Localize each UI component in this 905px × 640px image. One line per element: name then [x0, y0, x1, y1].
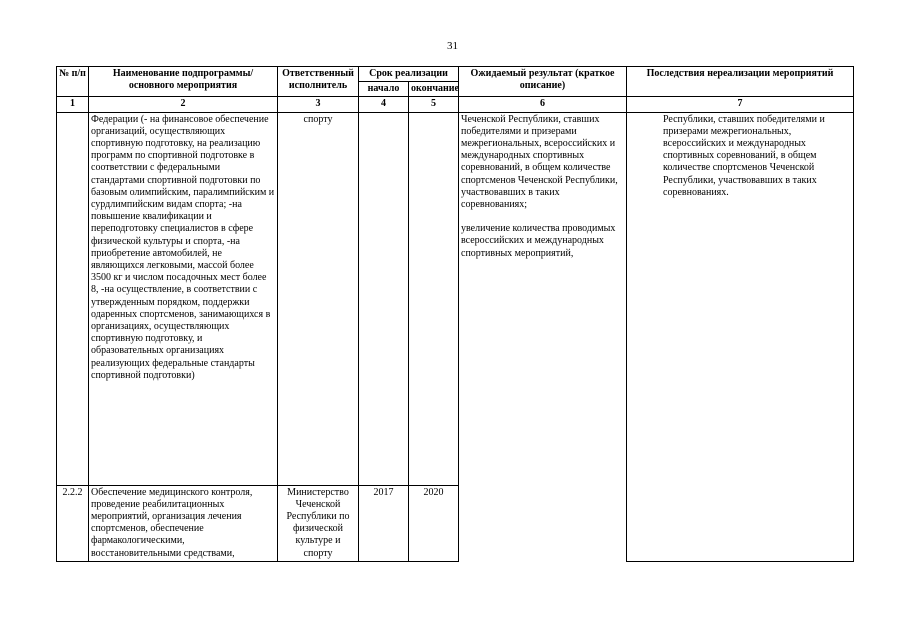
row-start: 2017 [359, 485, 409, 561]
paragraph-gap [461, 211, 624, 223]
row-start [359, 112, 409, 485]
row-name: Федерации (- на финансовое обеспечение организаций, осуществляющих спортивную подготовку, на реализацию программ по спортивной подготовке в соответствии с федеральными стандартами спортивной подготовки по базовым олимпийским, паралимпийским и сурдлимпийским видам спорта; -на повышение квалификации и переподготовку специалистов в сфере физической культуры и спорта, -на приобретение автомобилей, не являющихся легковыми, массой более 3500 кг и числом посадочных мест более 8, -на осуществление, в соответствии с утвержденным порядком, поддержки одаренных спортсменов, занимающихся в организациях, осуществляющих спортивную подготовку, и образовательных организациях реализующих федеральные стандарты спортивной подготовки) [89, 112, 278, 485]
row-responsible: Министерство Чеченской Республики по физической культуре и спорту [278, 485, 359, 561]
column-number: 5 [409, 97, 459, 112]
column-number: 7 [627, 97, 854, 112]
row-end [409, 112, 459, 485]
column-number: 1 [57, 97, 89, 112]
header-row [57, 67, 854, 82]
column-number-row [57, 97, 854, 112]
column-number: 6 [459, 97, 627, 112]
row-consequence: Республики, ставших победителями и призерами межрегиональных, всероссийских и международных спортивных соревнований, в общем количестве спортсменов Чеченской Республики, участвовавших в таких соревнованиях. [627, 112, 854, 561]
row-result [459, 112, 627, 561]
row-name: Обеспечение медицинского контроля, проведение реабилитационных мероприятий, организация лечения спортсменов, обеспечение фармакологическими, восстановительными средствами, [89, 485, 278, 561]
program-table [56, 66, 854, 562]
table-row [57, 112, 854, 485]
column-number: 2 [89, 97, 278, 112]
header-result: Ожидаемый результат (краткое описание) [459, 67, 627, 97]
column-number: 3 [278, 97, 359, 112]
row-num [57, 112, 89, 485]
row-responsible: спорту [278, 112, 359, 485]
result-part-2: увеличение количества проводимых всероссийских и международных спортивных мероприятий, [461, 223, 616, 259]
header-start: начало [359, 82, 409, 97]
header-num: № п/п [57, 67, 89, 97]
header-name: Наименование подпрограммы/ основного мероприятия [89, 67, 278, 97]
header-end: окончание [409, 82, 459, 97]
header-consequence: Последствия нереализации мероприятий [627, 67, 854, 97]
page-number: 31 [447, 40, 458, 52]
result-part-1: Чеченской Республики, ставших победителями и призерами межрегиональных, всероссийских и международных спортивных соревнований, в общем количестве спортсменов Чеченской Республики, участвовавших в таких соревнованиях; [461, 113, 618, 211]
header-period: Срок реализации [359, 67, 459, 82]
row-num: 2.2.2 [57, 485, 89, 561]
row-end: 2020 [409, 485, 459, 561]
header-responsible: Ответственный исполнитель [278, 67, 359, 97]
column-number: 4 [359, 97, 409, 112]
